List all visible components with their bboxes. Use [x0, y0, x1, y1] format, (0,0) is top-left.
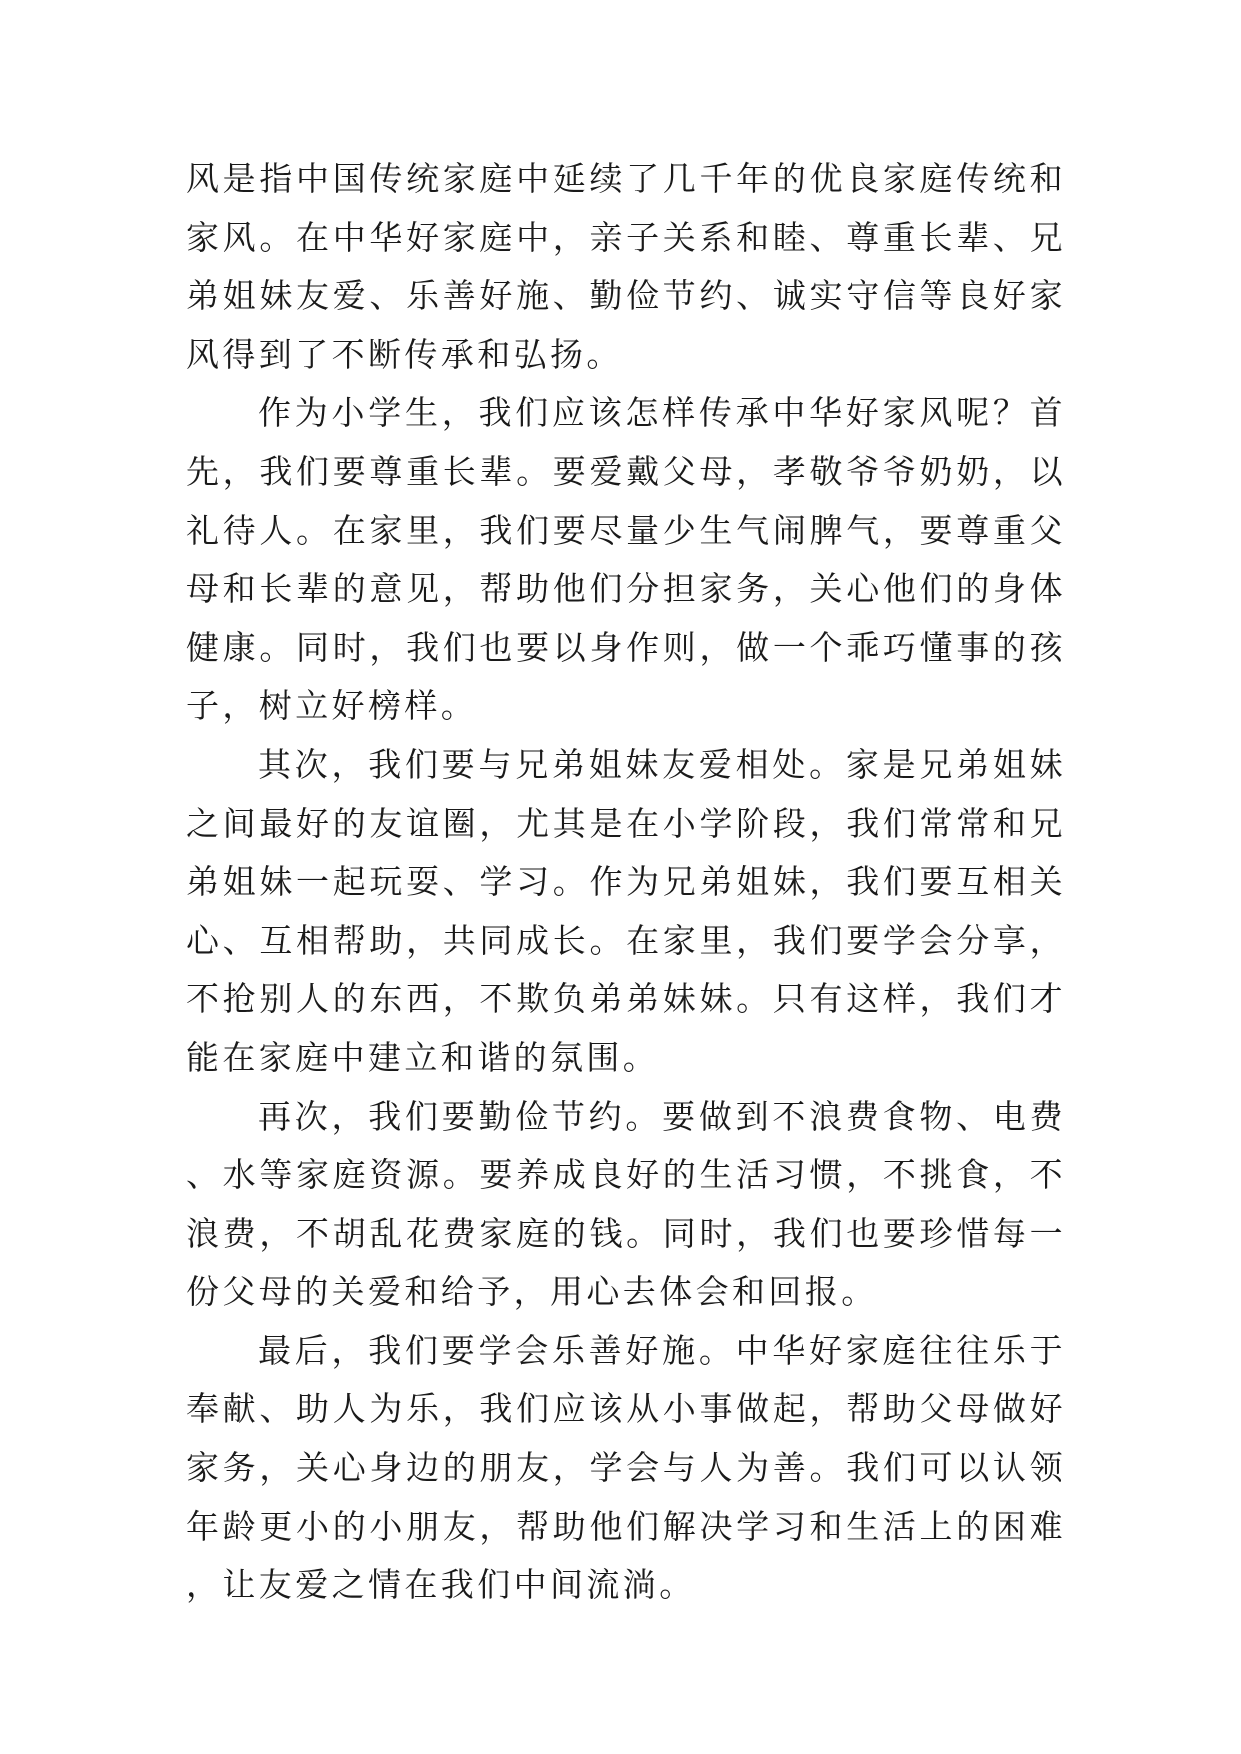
paragraph-frugality: 再次，我们要勤俭节约。要做到不浪费食物、电费、水等家庭资源。要养成良好的生活习惯，不挑食，不浪费，不胡乱花费家庭的钱。同时，我们也要珍惜每一份父母的关爱和给予，用心去体会和回报。 [186, 1096, 1066, 1312]
paragraph-continued: 风是指中国传统家庭中延续了几千年的优良家庭传统和家风。在中华好家庭中，亲子关系和睦、尊重长辈、兄弟姐妹友爱、乐善好施、勤俭节约、诚实守信等良好家风得到了不断传承和弘扬。 [186, 159, 1066, 374]
document-body [186, 150, 1066, 1615]
paragraph-charity: 最后，我们要学会乐善好施。中华好家庭往往乐于奉献、助人为乐，我们应该从小事做起，帮助父母做好家务，关心身边的朋友，学会与人为善。我们可以认领年龄更小的小朋友，帮助他们解决学习和生活上的困难，让友爱之情在我们中间流淌。 [186, 1330, 1066, 1605]
paragraph-sibling-love: 其次，我们要与兄弟姐妹友爱相处。家是兄弟姐妹之间最好的友谊圈，尤其是在小学阶段，我们常常和兄弟姐妹一起玩耍、学习。作为兄弟姐妹，我们要互相关心、互相帮助，共同成长。在家里，我们要学会分享，不抢别人的东西，不欺负弟弟妹妹。只有这样，我们才能在家庭中建立和谐的氛围。 [186, 744, 1066, 1077]
paragraph-respect-elders: 作为小学生，我们应该怎样传承中华好家风呢？首先，我们要尊重长辈。要爱戴父母，孝敬爷爷奶奶，以礼待人。在家里，我们要尽量少生气闹脾气，要尊重父母和长辈的意见，帮助他们分担家务，关心他们的身体健康。同时，我们也要以身作则，做一个乖巧懂事的孩子，树立好榜样。 [186, 393, 1066, 726]
